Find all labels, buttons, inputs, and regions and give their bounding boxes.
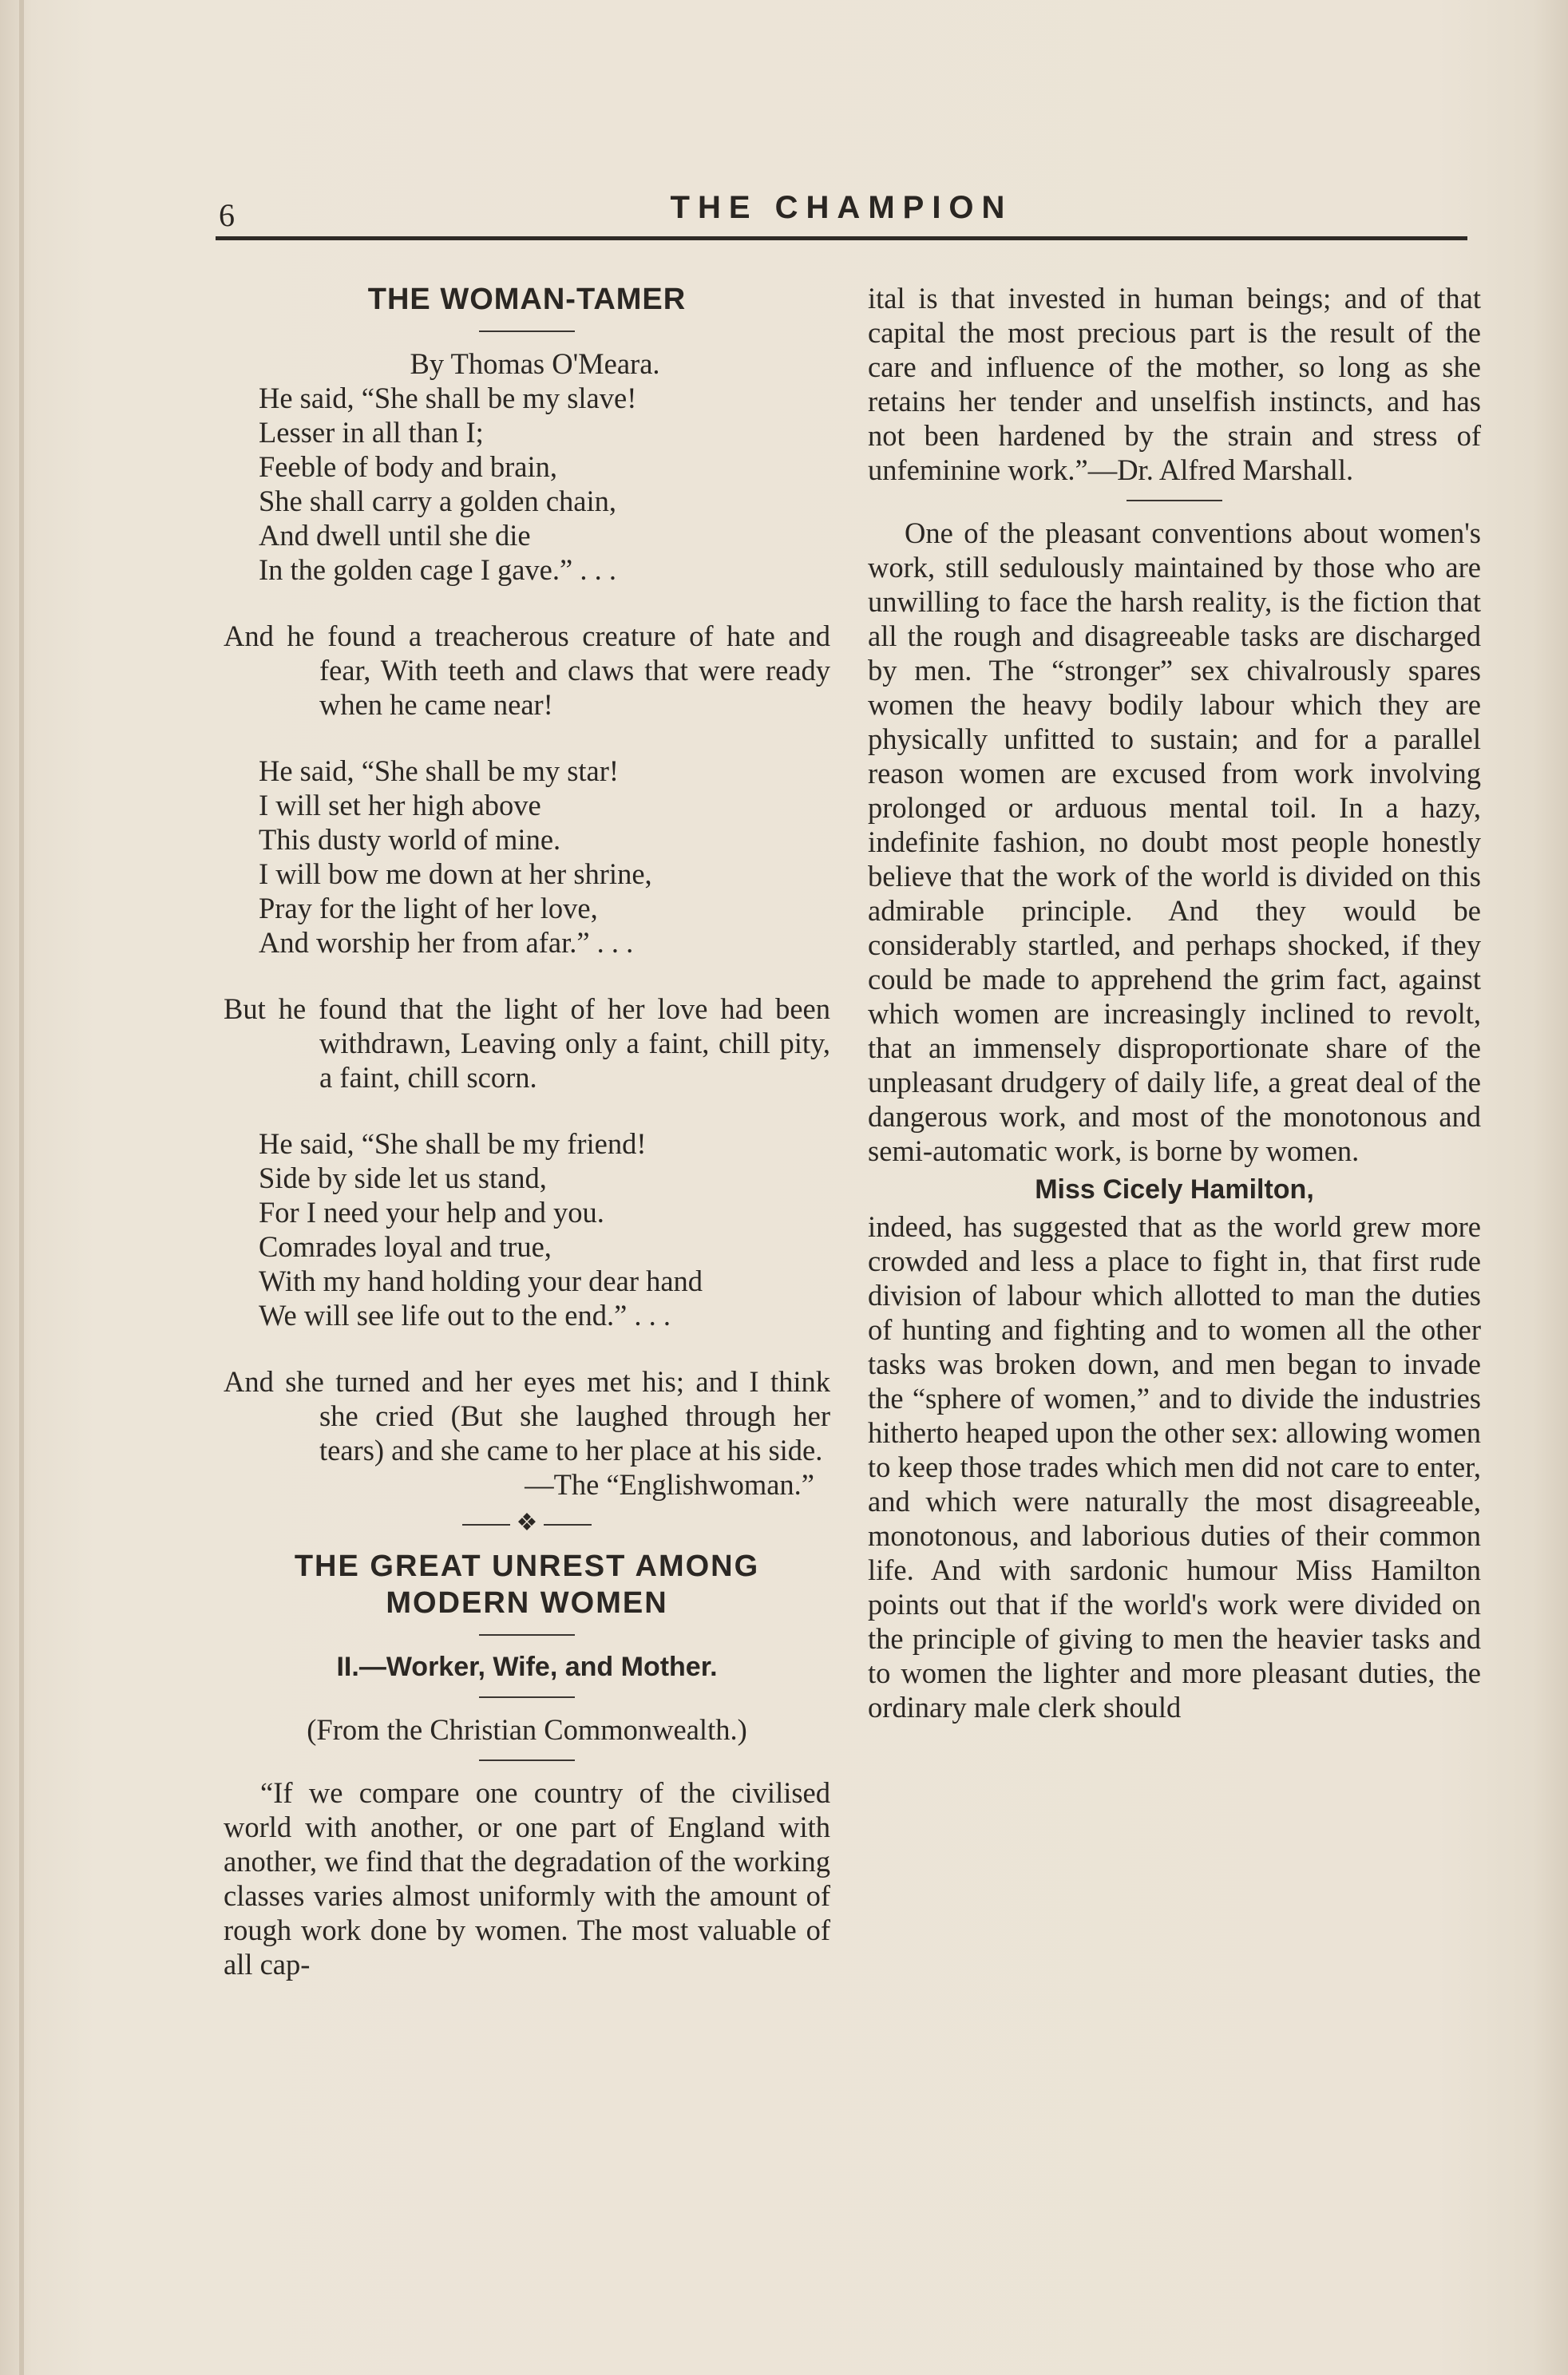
verse-line: We will see life out to the end.” . . . bbox=[259, 1299, 671, 1332]
divider bbox=[479, 1759, 575, 1761]
article-source: (From the Christian Commonwealth.) bbox=[307, 1713, 747, 1746]
poem-refrain: But he found that the light of her love had been withdrawn, Leaving only a faint, chill pity, a faint, chill scorn. bbox=[224, 992, 830, 1094]
binding-edge bbox=[19, 0, 24, 2375]
right-column bbox=[868, 281, 1481, 1724]
header-rule bbox=[216, 236, 1467, 240]
verse-line: Side by side let us stand, bbox=[259, 1162, 547, 1194]
verse-line: Feeble of body and brain, bbox=[259, 450, 558, 483]
masthead: THE CHAMPION bbox=[670, 190, 1013, 225]
poem-stanza bbox=[224, 381, 830, 587]
article-subtitle: II.—Worker, Wife, and Mother. bbox=[336, 1652, 718, 1682]
left-column bbox=[224, 281, 830, 1981]
verse-line: He said, “She shall be my star! bbox=[259, 754, 620, 787]
divider bbox=[1127, 500, 1222, 501]
page-number: 6 bbox=[219, 197, 235, 233]
section-ornament bbox=[224, 1510, 830, 1537]
verse-line: Lesser in all than I; bbox=[259, 416, 484, 449]
verse-line: This dusty world of mine. bbox=[259, 823, 561, 856]
article-subhead: Miss Cicely Hamilton, bbox=[1035, 1174, 1314, 1205]
poem-refrain: And she turned and her eyes met his; and I think she cried (But she laughed through her tears) and she came to her place at his side. bbox=[224, 1365, 830, 1467]
poem-stanza bbox=[224, 754, 830, 960]
poem-source: —The “Englishwoman.” bbox=[525, 1468, 814, 1501]
verse-line: And worship her from afar.” . . . bbox=[259, 926, 634, 959]
poem-byline: By Thomas O'Meara. bbox=[410, 347, 660, 380]
poem-title: THE WOMAN-TAMER bbox=[367, 283, 687, 316]
article-paragraph: indeed, has suggested that as the world grew more crowded and less a place to fight in, that first rude division of labour which allotted to man the duties of hunting and fighting and to women all the other tasks was broken down, and men began to invade the “sphere of women,” and to divide the industries hitherto heaped upon the other sex: allowing women to keep those trades which men did not care to enter, and which were naturally the most disagreeable, monotonous, and laborious duties of their common life. And with sardonic humour Miss Hamilton points out that if the world's work were divided on the principle of giving to men the heavier tasks and to women the lighter and more pleasant duties, the ordinary male clerk should bbox=[868, 1210, 1481, 1724]
article-quote-continued: ital is that invested in human beings; and of that capital the most precious part is the result of the care and influence of the mother, so long as she retains her tender and unselfish instincts, and has not been hardened by the strain and stress of unfeminine work.”—Dr. Alfred Marshall. bbox=[868, 282, 1481, 486]
verse-line: He said, “She shall be my friend! bbox=[259, 1127, 647, 1160]
ornament-glyph: ❖ bbox=[516, 1510, 538, 1536]
verse-line: Pray for the light of her love, bbox=[259, 892, 598, 924]
article-paragraph: One of the pleasant conventions about women's work, still sedulously maintained by those who are unwilling to face the harsh reality, is the fiction that all the rough and disagreeable tasks are discharged by men. The “stronger” sex chivalrously spares women the heavy bodily labour which they are physically unfitted to sustain; and for a parallel reason women are excused from work involving prolonged or arduous mental toil. In a hazy, indefinite fashion, no doubt most people honestly believe that the work of the world is divided on this admirable principle. And they would be considerably startled, and perhaps shocked, if they could be made to apprehend the grim fact, against which women are increasingly inclined to revolt, that an immensely disproportionate share of the unpleasant drudgery of daily life, a great deal of the dangerous work, and most of the monotonous and semi-automatic work, is borne by women. bbox=[868, 517, 1481, 1167]
divider bbox=[479, 331, 575, 332]
verse-line: And dwell until she die bbox=[259, 519, 531, 552]
verse-line: I will set her high above bbox=[259, 789, 541, 821]
verse-line: With my hand holding your dear hand bbox=[259, 1265, 703, 1297]
divider bbox=[479, 1696, 575, 1698]
poem-body bbox=[224, 381, 830, 1467]
verse-line: She shall carry a golden chain, bbox=[259, 485, 616, 517]
poem-refrain: And he found a treacherous creature of hate and fear, With teeth and claws that were ready when he came near! bbox=[224, 619, 830, 721]
verse-line: He said, “She shall be my slave! bbox=[259, 382, 637, 414]
verse-line: In the golden cage I gave.” . . . bbox=[259, 553, 616, 586]
verse-line: Comrades loyal and true, bbox=[259, 1230, 552, 1263]
verse-line: I will bow me down at her shrine, bbox=[259, 857, 652, 890]
divider bbox=[479, 1634, 575, 1636]
article-title: THE GREAT UNREST AMONG MODERN WOMEN bbox=[294, 1550, 760, 1620]
page-header bbox=[216, 190, 1467, 238]
verse-line: For I need your help and you. bbox=[259, 1196, 604, 1229]
poem-stanza bbox=[224, 1126, 830, 1332]
article-quote: “If we compare one country of the civilised world with another, or one part of England with another, we find that the degradation of the working classes varies almost uniformly with the amount of rough work done by women. The most valuable of all cap- bbox=[224, 1776, 830, 1981]
